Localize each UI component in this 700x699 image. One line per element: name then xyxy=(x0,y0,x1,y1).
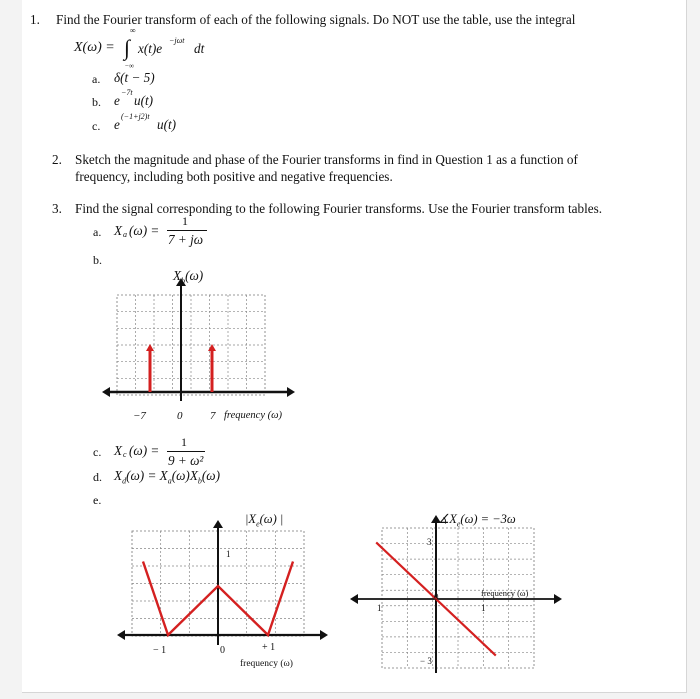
plot-phase-title-argument: (ω) = −3ω xyxy=(460,512,516,526)
expr-symbol: X xyxy=(114,443,123,458)
plot-b-x-axis-arrow-right xyxy=(287,387,295,397)
plot-phase-tick-left: 1 xyxy=(377,603,382,613)
expr-part: (ω) xyxy=(201,468,220,483)
formula-integrand: x(t)e xyxy=(138,41,163,56)
formula-lhs: X(ω) = xyxy=(74,40,115,55)
plot-b-title-symbol: X xyxy=(173,268,182,283)
expr-subscript: c xyxy=(123,450,127,459)
plot-mag-x-axis-arrow-right xyxy=(320,630,328,640)
plot-mag-tick-0: 0 xyxy=(220,645,225,656)
fraction-denominator: 9 + ω² xyxy=(168,453,204,468)
plot-mag-tick-neg1: − 1 xyxy=(153,645,167,656)
plot-mag-title-subscript: e xyxy=(256,519,260,529)
expr-argument: (ω) = xyxy=(129,443,160,458)
plot-phase-xlabel: frequency (ω) xyxy=(481,588,529,598)
integral-upper-limit: ∞ xyxy=(130,26,136,35)
q1-number: 1. xyxy=(30,12,40,27)
plot-b-impulse-chart xyxy=(22,0,686,692)
q3-item-b-label: b. xyxy=(93,253,102,267)
plot-b-xlabel: frequency (ω) xyxy=(224,410,283,421)
plot-b-impulse-arrow xyxy=(146,344,154,351)
expr-subscript: a xyxy=(167,476,172,486)
expr-part: (ω)X xyxy=(171,468,198,483)
expr-part: X xyxy=(114,468,123,483)
plot-phase-title-symbol: ∡X xyxy=(438,512,457,526)
q2-number: 2. xyxy=(52,152,62,167)
plot-mag-title-argument: (ω) | xyxy=(259,512,284,526)
item-exponent: (−1+j2)t xyxy=(121,112,150,121)
q1-text: Find the Fourier transform of each of the following signals. Do NOT use the table, use the integral xyxy=(56,12,576,27)
item-label: a. xyxy=(93,225,102,239)
item-expression: u(t) xyxy=(157,117,177,132)
plot-b-tick-0: 0 xyxy=(177,410,183,422)
formula-exponent: −jωt xyxy=(169,36,185,45)
item-expression: δ(t − 5) xyxy=(114,70,155,85)
plot-mag-ytick-1: 1 xyxy=(226,549,231,559)
expr-subscript: b xyxy=(197,476,202,486)
expr-symbol: X xyxy=(114,223,123,238)
fraction-numerator: 1 xyxy=(181,435,187,449)
plot-mag-xlabel: frequency (ω) xyxy=(240,659,293,669)
item-expression: u(t) xyxy=(134,93,154,108)
q3-item-e-label: e. xyxy=(93,493,102,507)
plot-b-x-axis-arrow-left xyxy=(102,387,110,397)
fraction-numerator: 1 xyxy=(182,214,188,228)
q2-line1: Sketch the magnitude and phase of the Fourier transforms in find in Question 1 as a function of xyxy=(75,152,578,167)
item-label: b. xyxy=(92,95,101,109)
document-page xyxy=(22,0,687,693)
plot-b-tick-neg7: −7 xyxy=(133,410,146,422)
fraction-denominator: 7 + jω xyxy=(168,232,204,247)
item-label: d. xyxy=(93,470,102,484)
integral-sign: ∫ xyxy=(124,35,131,60)
plot-mag-title xyxy=(245,512,283,529)
plot-phase-x-axis-arrow-left xyxy=(350,594,358,604)
plot-phase-x-axis-arrow-right xyxy=(554,594,562,604)
plot-phase-tick-right: 1 xyxy=(481,603,486,613)
fraction-bar xyxy=(167,451,205,452)
plot-mag-x-axis-arrow-left xyxy=(117,630,125,640)
plot-b-title-subscript: b xyxy=(181,276,186,286)
plot-phase-tick-0: 0 xyxy=(434,592,439,602)
plot-mag-tick-pos1: + 1 xyxy=(262,642,276,653)
plot-mag-title-symbol: |X xyxy=(245,512,257,526)
item-exp-base: e xyxy=(114,117,120,132)
q3-number: 3. xyxy=(52,201,62,216)
item-label: a. xyxy=(92,72,101,86)
item-label: c. xyxy=(93,445,102,459)
plot-b-title-argument: (ω) xyxy=(185,268,204,283)
plot-phase-title-subscript: e xyxy=(456,519,461,529)
item-label: c. xyxy=(92,119,101,133)
plot-phase-ytick-neg3: − 3 xyxy=(420,656,432,666)
item-exp-base: e xyxy=(114,93,120,108)
item-exponent: −7t xyxy=(121,88,133,97)
q3-text: Find the signal corresponding to the following Fourier transforms. Use the Fourier transform tables. xyxy=(75,201,603,216)
q2-line2: frequency, including both positive and negative frequencies. xyxy=(75,169,393,184)
plot-mag-y-axis-arrow xyxy=(213,520,223,528)
expr-subscript: d xyxy=(122,476,127,486)
plot-phase-title xyxy=(438,511,516,529)
plot-b-title xyxy=(173,268,203,286)
plot-phase-ytick-3: 3 xyxy=(427,537,432,547)
formula-dt: dt xyxy=(194,41,205,56)
integral-lower-limit: −∞ xyxy=(125,62,134,70)
expr-subscript: a xyxy=(123,230,127,239)
plot-b-tick-7: 7 xyxy=(210,410,216,422)
expr-argument: (ω) = xyxy=(129,223,160,238)
expr-part: (ω) = X xyxy=(126,468,168,483)
